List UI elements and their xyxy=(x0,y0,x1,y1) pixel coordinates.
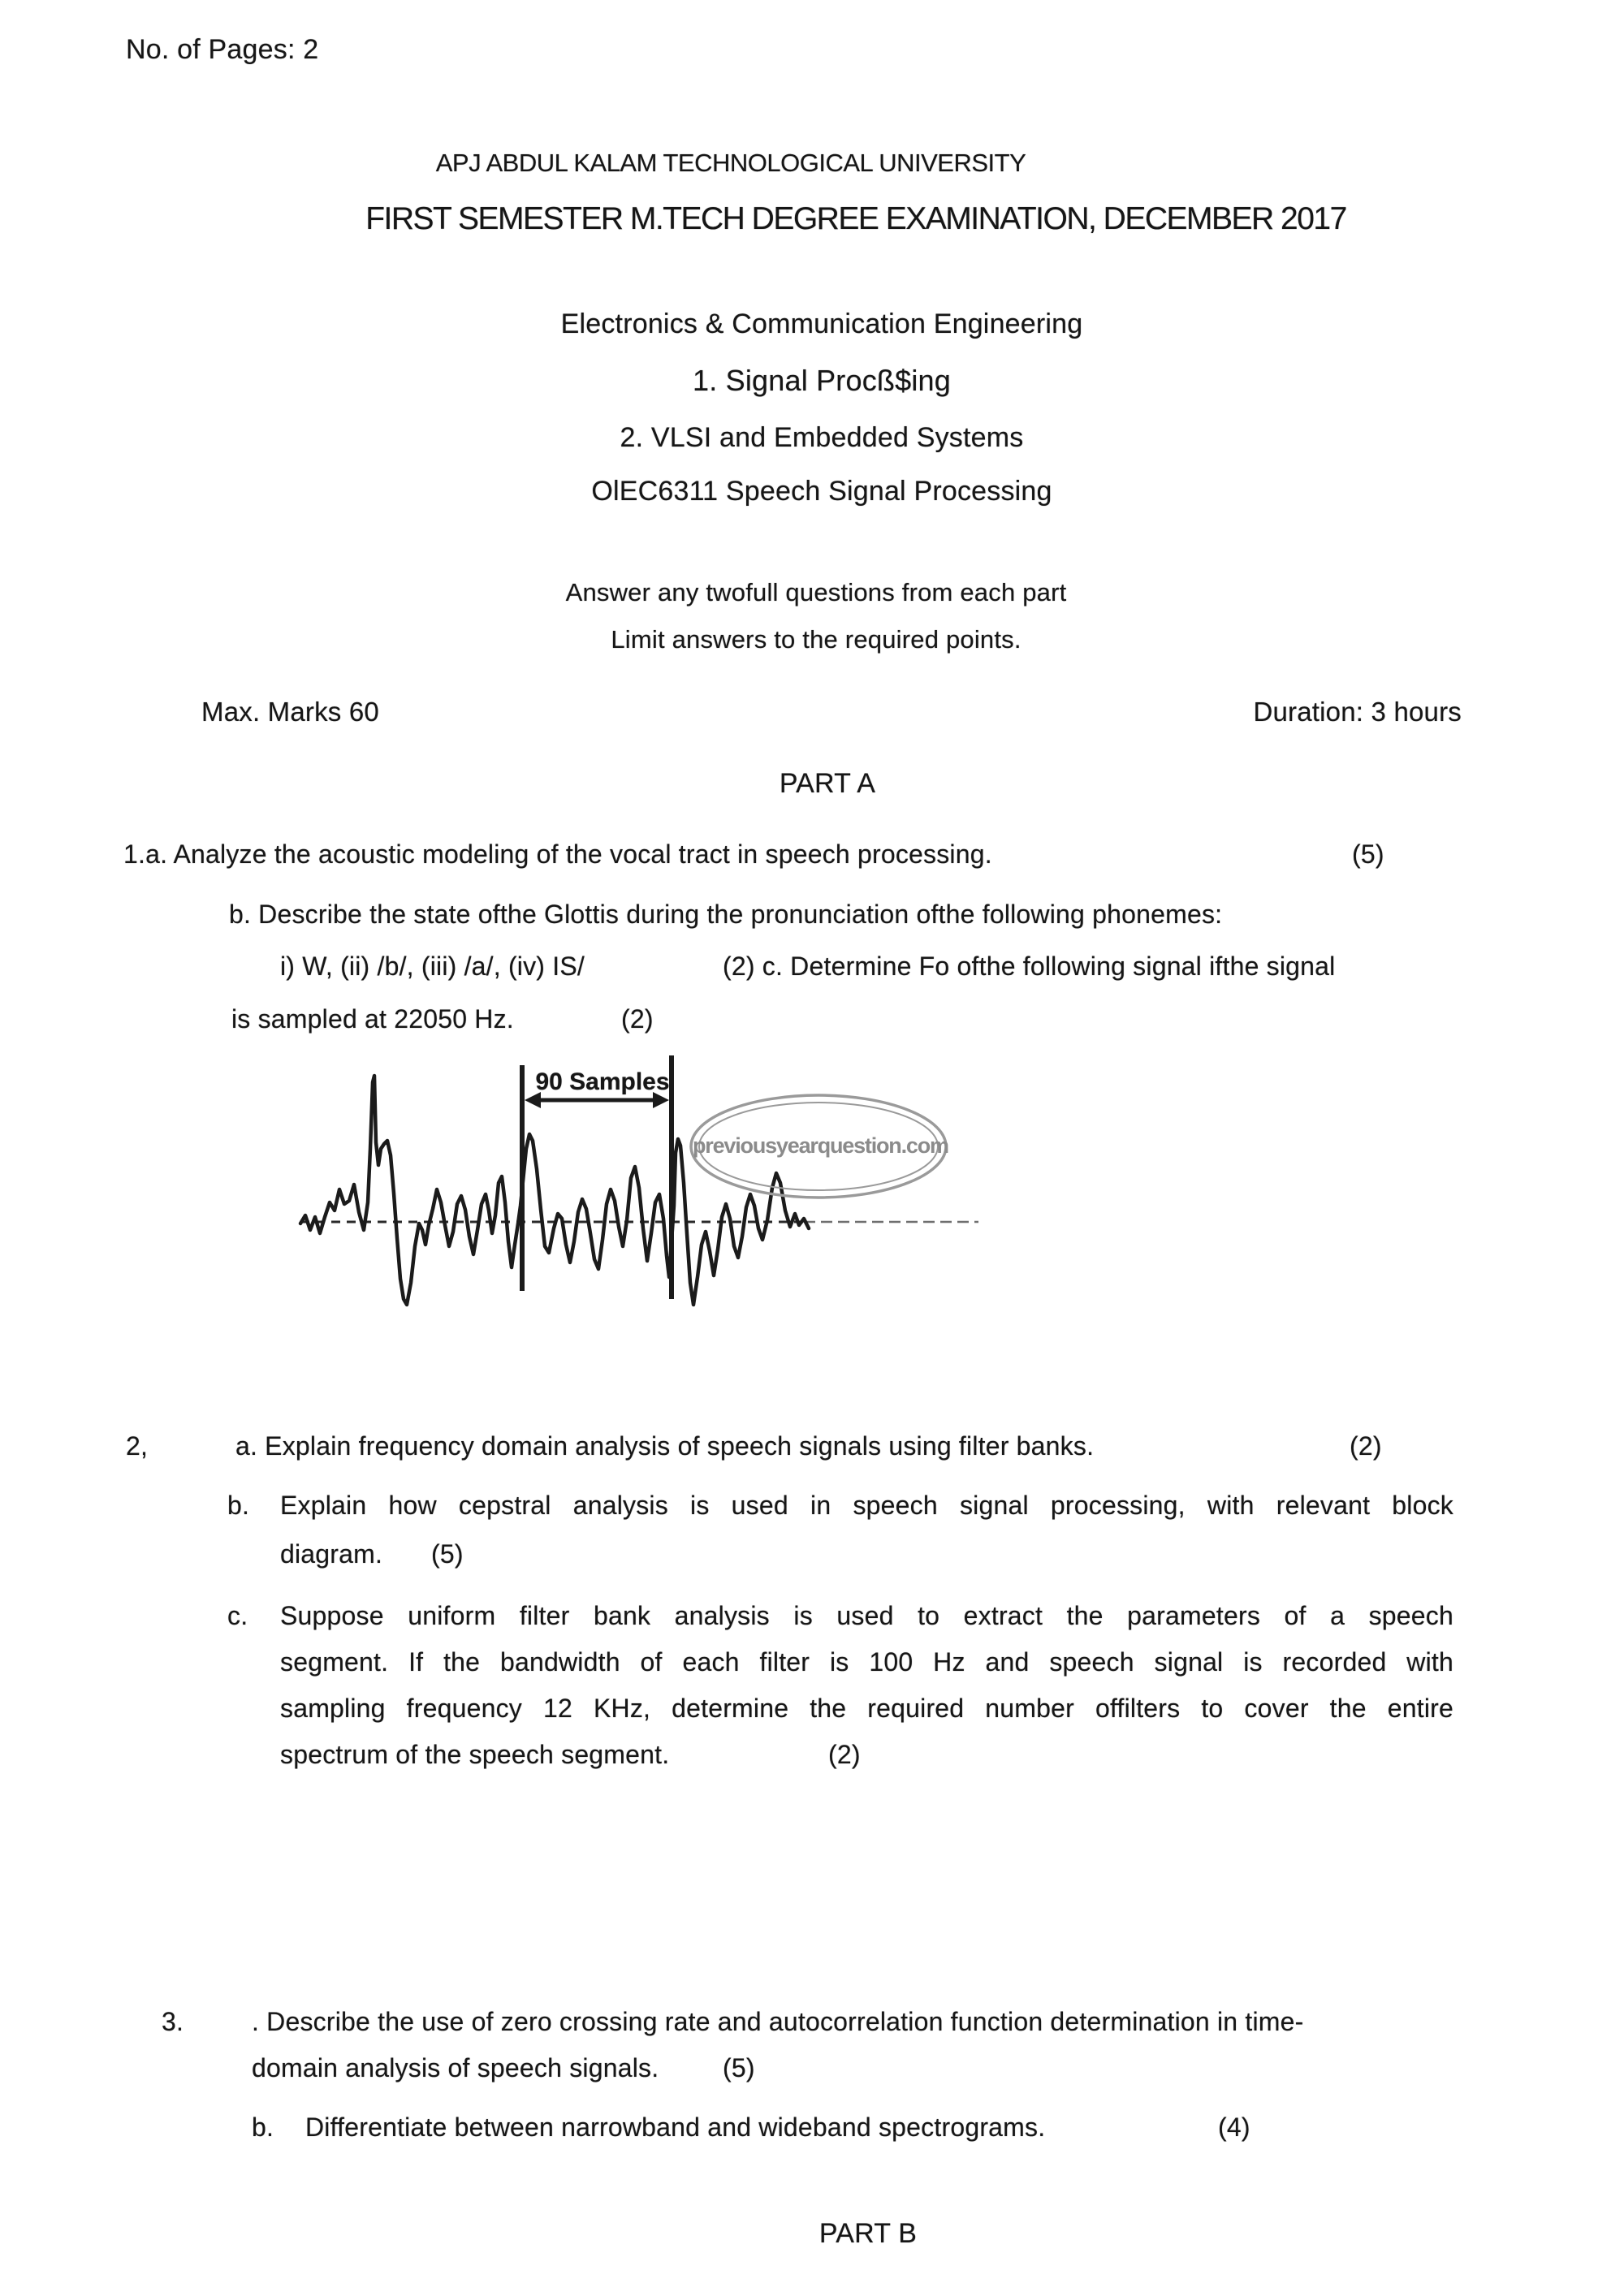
part-a-heading: PART A xyxy=(779,768,876,799)
q2c-label: c. xyxy=(227,1601,248,1630)
q2c-line4: spectrum of the speech segment. xyxy=(280,1740,670,1769)
samples-count-label: 90 Samples xyxy=(535,1068,670,1095)
instruction-line-2: Limit answers to the required points. xyxy=(611,625,1021,654)
q2a-marks: (2) xyxy=(1350,1431,1382,1461)
course-code-title: OlEC6311 Speech Signal Processing xyxy=(591,476,1052,507)
q2b-line1: Explain how cepstral analysis is used in speech signal processing, with relevant block xyxy=(280,1491,1453,1520)
subject-option-2: 2. VLSI and Embedded Systems xyxy=(620,422,1024,453)
q3a-marks: (5) xyxy=(723,2053,755,2082)
instruction-line-1: Answer any twofull questions from each part xyxy=(565,578,1067,606)
subject-option-1: 1. Signal Procß$ing xyxy=(693,364,951,397)
q2a-text: a. Explain frequency domain analysis of speech signals using filter banks. xyxy=(235,1431,1095,1461)
q3a-line2: domain analysis of speech signals. xyxy=(252,2053,659,2082)
q1b-text: b. Describe the state ofthe Glottis during the pronunciation ofthe following phonemes: xyxy=(229,900,1223,929)
q3b-marks: (4) xyxy=(1218,2113,1250,2142)
max-marks: Max. Marks 60 xyxy=(201,697,379,727)
q1c-continuation: (2) c. Determine Fo ofthe following signal ifthe signal xyxy=(723,952,1336,981)
part-b-heading: PART B xyxy=(818,2218,918,2249)
q2b-line2: diagram. xyxy=(280,1539,383,1569)
watermark: previousyearquestion.com xyxy=(693,1133,948,1158)
q2c-line2: segment. If the bandwidth of each filter is 100 Hz and speech signal is recorded with xyxy=(280,1647,1453,1677)
q1c-phonemes: i) W, (ii) /b/, (iii) /a/, (iv) IS/ xyxy=(280,952,585,981)
page-count-note: No. of Pages: 2 xyxy=(126,34,319,65)
q1c-line2: is sampled at 22050 Hz. xyxy=(231,1004,514,1034)
q2b-label: b. xyxy=(227,1491,250,1520)
q2b-marks: (5) xyxy=(431,1539,464,1569)
q1a-marks: (5) xyxy=(1352,839,1384,869)
q2c-line3: sampling frequency 12 KHz, determine the required number offilters to cover the entire xyxy=(280,1694,1453,1723)
duration: Duration: 3 hours xyxy=(1253,697,1462,727)
university-name: APJ ABDUL KALAM TECHNOLOGICAL UNIVERSITY xyxy=(435,149,1026,177)
q2-number: 2, xyxy=(126,1431,149,1461)
q3a-line1: . Describe the use of zero crossing rate and autocorrelation function determination in time- xyxy=(252,2007,1304,2036)
q3-number: 3. xyxy=(162,2007,184,2036)
q3b-label: b. xyxy=(252,2113,274,2142)
q2c-line1: Suppose uniform filter bank analysis is used to extract the parameters of a speech xyxy=(280,1601,1453,1630)
q2c-marks: (2) xyxy=(828,1740,861,1769)
department: Electronics & Communication Engineering xyxy=(560,309,1083,339)
exam-title: FIRST SEMESTER M.TECH DEGREE EXAMINATION, DECEMBER 2017 xyxy=(365,201,1346,236)
q3b-text: Differentiate between narrowband and wideband spectrograms. xyxy=(305,2113,1046,2142)
q1a-text: 1.a. Analyze the acoustic modeling of the vocal tract in speech processing. xyxy=(123,839,992,869)
q1c-marks: (2) xyxy=(621,1004,654,1034)
